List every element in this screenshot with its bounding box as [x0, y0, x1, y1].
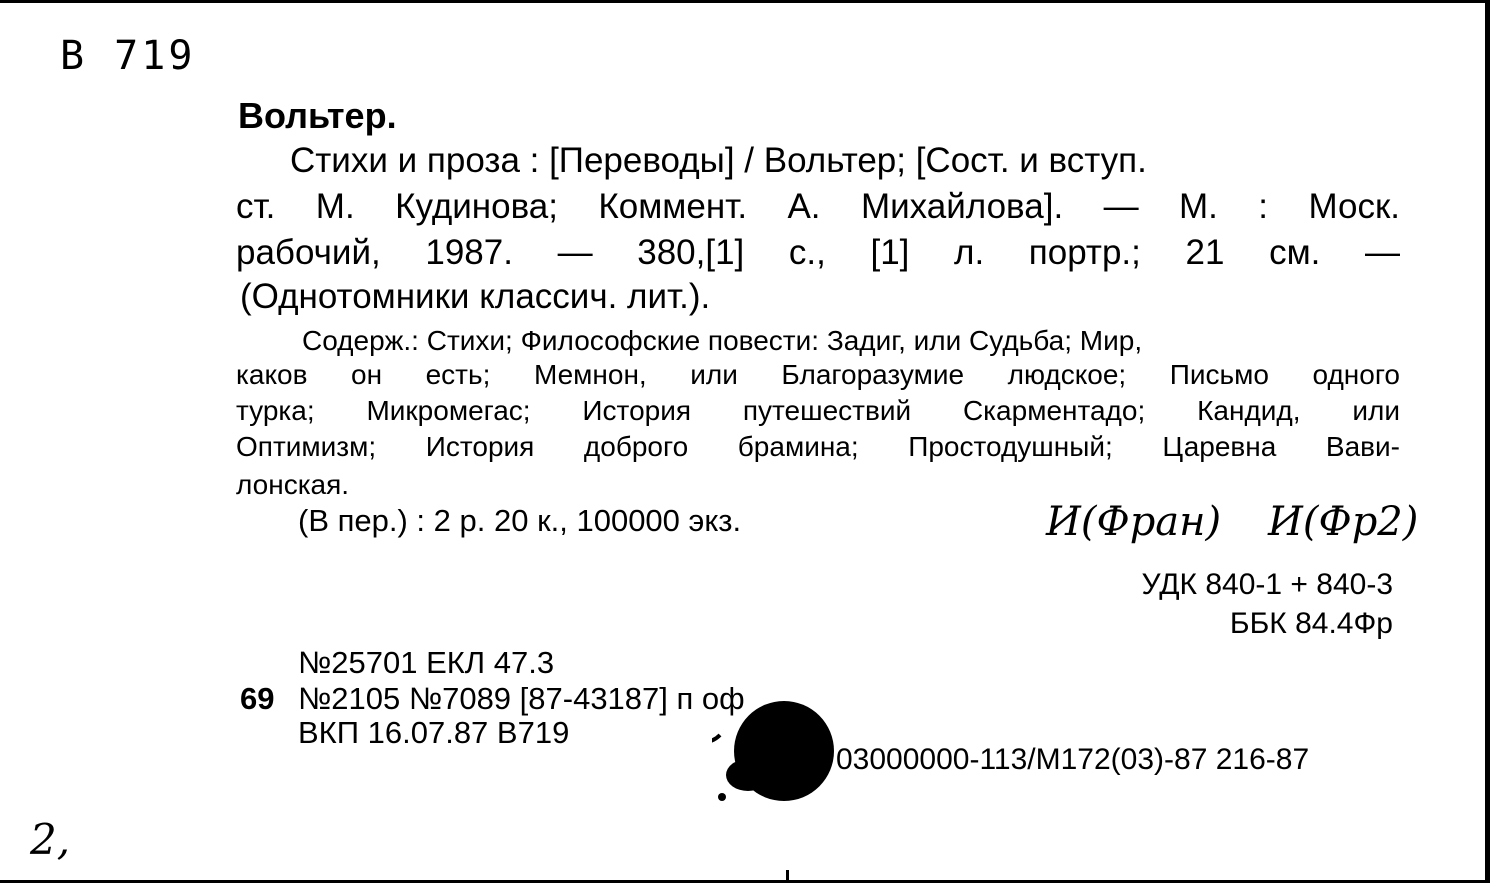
reg-line-3: ВКП 16.07.87 В719 — [298, 715, 570, 750]
description-line-3: рабочий, 1987. — 380,[1] с., [1] л. портр.; 21 см. — — [236, 233, 1400, 272]
author-heading: Вольтер. — [238, 95, 397, 136]
binding-price: (В пер.) : 2 р. 20 к., 100000 экз. — [298, 503, 742, 538]
ink-blot — [712, 693, 842, 813]
contents-line-4: Оптимизм; История доброго брамина; Простодушный; Царевна Вави- — [236, 431, 1400, 462]
udc-code: УДК 840-1 + 840-3 — [1141, 568, 1393, 601]
card-cut-mark — [786, 870, 789, 880]
contents-line-1: Содерж.: Стихи; Философские повести: Задиг, или Судьба; Мир, — [302, 325, 1143, 356]
handwritten-note-1: И(Фран) — [1046, 499, 1222, 545]
description-line-1: Стихи и проза : [Переводы] / Вольтер; [Сост. и вступ. — [290, 141, 1147, 180]
contents-line-3: турка; Микромегас; История путешествий Скарментадо; Кандид, или — [236, 395, 1400, 426]
shelf-mark: B 719 — [60, 33, 196, 79]
reg-line-1: №25701 ЕКЛ 47.3 — [298, 645, 555, 680]
description-line-2: ст. М. Кудинова; Коммент. А. Михайлова]. — М. : Моск. — [236, 187, 1400, 226]
classification-block — [1142, 565, 1393, 643]
contents-line-2: каков он есть; Мемнон, или Благоразумие людское; Письмо одного — [236, 359, 1400, 390]
handwritten-note-2: И(Фр2) — [1268, 499, 1419, 545]
bbk-code: ББК 84.4Фр — [1229, 607, 1393, 640]
description-line-4: (Однотомники классич. лит.). — [240, 277, 711, 316]
reg-prefix: 69 — [240, 681, 275, 716]
contents-line-5: лонская. — [236, 469, 350, 500]
reg-line-2: №2105 №7089 [87-43187] п оф — [298, 681, 745, 716]
handwritten-bottom-mark: 2, — [30, 815, 71, 864]
code-line: 03000000-113/М172(03)-87 216-87 — [836, 743, 1310, 776]
